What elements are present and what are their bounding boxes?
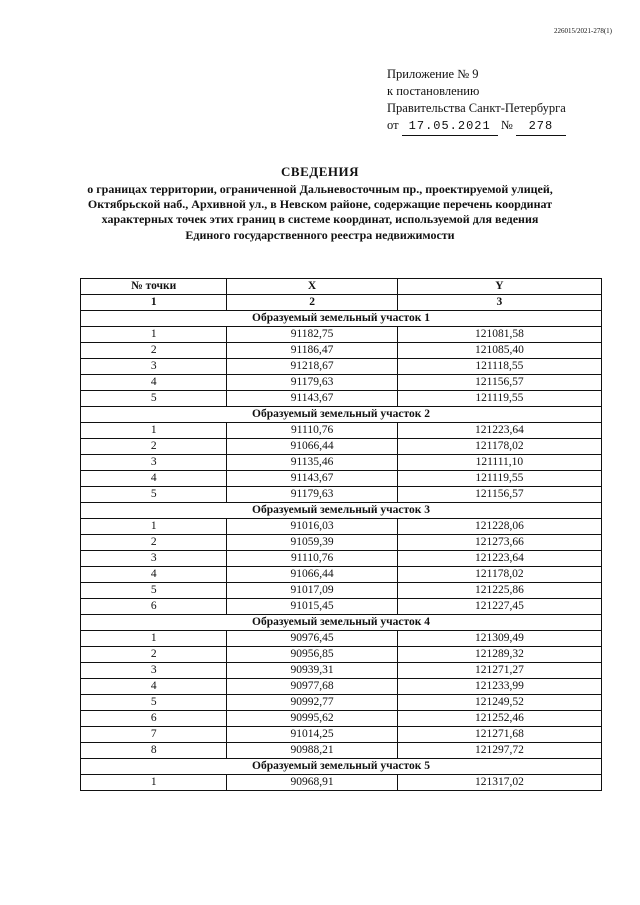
y-coordinate-cell: 121085,40	[397, 343, 601, 359]
table-row	[81, 455, 602, 471]
section-header-row	[81, 759, 602, 775]
x-coordinate-cell: 91143,67	[227, 471, 397, 487]
column-number: 1	[81, 295, 227, 311]
table-row	[81, 423, 602, 439]
table-row	[81, 695, 602, 711]
x-coordinate-cell: 90968,91	[227, 775, 397, 791]
table-row	[81, 711, 602, 727]
table-row	[81, 487, 602, 503]
header-y: Y	[397, 279, 601, 295]
from-label: от	[387, 118, 399, 132]
point-number-cell: 1	[81, 327, 227, 343]
point-number-cell: 4	[81, 567, 227, 583]
x-coordinate-cell: 91179,63	[227, 487, 397, 503]
appendix-government: Правительства Санкт-Петербурга	[387, 101, 566, 115]
y-coordinate-cell: 121227,45	[397, 599, 601, 615]
y-coordinate-cell: 121223,64	[397, 423, 601, 439]
table-body	[81, 311, 602, 791]
point-number-cell: 5	[81, 487, 227, 503]
point-number-cell: 3	[81, 663, 227, 679]
x-coordinate-cell: 91066,44	[227, 567, 397, 583]
point-number-cell: 2	[81, 439, 227, 455]
x-coordinate-cell: 90976,45	[227, 631, 397, 647]
table-row	[81, 727, 602, 743]
y-coordinate-cell: 121249,52	[397, 695, 601, 711]
table-row	[81, 567, 602, 583]
table-row	[81, 391, 602, 407]
y-coordinate-cell: 121178,02	[397, 439, 601, 455]
y-coordinate-cell: 121178,02	[397, 567, 601, 583]
section-header-row	[81, 615, 602, 631]
section-header-row	[81, 407, 602, 423]
x-coordinate-cell: 90988,21	[227, 743, 397, 759]
y-coordinate-cell: 121225,86	[397, 583, 601, 599]
y-coordinate-cell: 121156,57	[397, 375, 601, 391]
appendix-block	[387, 66, 566, 136]
point-number-cell: 1	[81, 423, 227, 439]
point-number-cell: 4	[81, 471, 227, 487]
table-row	[81, 375, 602, 391]
point-number-cell: 5	[81, 583, 227, 599]
point-number-cell: 3	[81, 359, 227, 375]
table-row	[81, 535, 602, 551]
point-number-cell: 1	[81, 519, 227, 535]
point-number-cell: 5	[81, 695, 227, 711]
y-coordinate-cell: 121223,64	[397, 551, 601, 567]
point-number-cell: 4	[81, 375, 227, 391]
table-row	[81, 439, 602, 455]
y-coordinate-cell: 121119,55	[397, 391, 601, 407]
page-title: СВЕДЕНИЯ	[281, 164, 359, 179]
x-coordinate-cell: 91110,76	[227, 551, 397, 567]
x-coordinate-cell: 91218,67	[227, 359, 397, 375]
point-number-cell: 4	[81, 679, 227, 695]
table-row	[81, 647, 602, 663]
y-coordinate-cell: 121111,10	[397, 455, 601, 471]
y-coordinate-cell: 121119,55	[397, 471, 601, 487]
resolution-date: 17.05.2021	[402, 118, 498, 136]
table-row	[81, 519, 602, 535]
x-coordinate-cell: 91017,09	[227, 583, 397, 599]
x-coordinate-cell: 90992,77	[227, 695, 397, 711]
appendix-number: Приложение № 9	[387, 67, 479, 81]
resolution-number: 278	[516, 118, 566, 136]
table-row	[81, 663, 602, 679]
section-header-row	[81, 311, 602, 327]
section-title: Образуемый земельный участок 2	[81, 407, 602, 423]
y-coordinate-cell: 121252,46	[397, 711, 601, 727]
y-coordinate-cell: 121289,32	[397, 647, 601, 663]
x-coordinate-cell: 90995,62	[227, 711, 397, 727]
point-number-cell: 1	[81, 631, 227, 647]
column-number-row	[81, 295, 602, 311]
subtitle-line: Единого государственного реестра недвижимости	[185, 227, 455, 242]
table-row	[81, 775, 602, 791]
appendix-date-line	[387, 117, 566, 136]
x-coordinate-cell: 91014,25	[227, 727, 397, 743]
point-number-cell: 2	[81, 343, 227, 359]
point-number-cell: 3	[81, 551, 227, 567]
x-coordinate-cell: 90977,68	[227, 679, 397, 695]
subtitle	[70, 182, 570, 243]
point-number-cell: 7	[81, 727, 227, 743]
table-row	[81, 679, 602, 695]
section-header-row	[81, 503, 602, 519]
y-coordinate-cell: 121317,02	[397, 775, 601, 791]
y-coordinate-cell: 121271,27	[397, 663, 601, 679]
table-row	[81, 327, 602, 343]
x-coordinate-cell: 91135,46	[227, 455, 397, 471]
x-coordinate-cell: 91059,39	[227, 535, 397, 551]
column-number: 2	[227, 295, 397, 311]
y-coordinate-cell: 121271,68	[397, 727, 601, 743]
y-coordinate-cell: 121273,66	[397, 535, 601, 551]
section-title: Образуемый земельный участок 3	[81, 503, 602, 519]
point-number-cell: 8	[81, 743, 227, 759]
x-coordinate-cell: 91182,75	[227, 327, 397, 343]
header-point-number: № точки	[81, 279, 227, 295]
table-row	[81, 359, 602, 375]
x-coordinate-cell: 91143,67	[227, 391, 397, 407]
y-coordinate-cell: 121233,99	[397, 679, 601, 695]
section-title: Образуемый земельный участок 4	[81, 615, 602, 631]
section-title: Образуемый земельный участок 5	[81, 759, 602, 775]
x-coordinate-cell: 90956,85	[227, 647, 397, 663]
table-row	[81, 343, 602, 359]
document-code: 226015/2021-278(1)	[554, 27, 612, 35]
table-row	[81, 471, 602, 487]
title-block	[70, 164, 570, 243]
y-coordinate-cell: 121297,72	[397, 743, 601, 759]
appendix-resolution: к постановлению	[387, 84, 480, 98]
subtitle-line: Октябрьской наб., Архивной ул., в Невском районе, содержащие перечень координат	[87, 197, 553, 212]
x-coordinate-cell: 91016,03	[227, 519, 397, 535]
number-label: №	[500, 118, 513, 132]
x-coordinate-cell: 90939,31	[227, 663, 397, 679]
point-number-cell: 1	[81, 775, 227, 791]
table-row	[81, 599, 602, 615]
table-row	[81, 631, 602, 647]
table-row	[81, 583, 602, 599]
point-number-cell: 6	[81, 599, 227, 615]
x-coordinate-cell: 91179,63	[227, 375, 397, 391]
point-number-cell: 5	[81, 391, 227, 407]
y-coordinate-cell: 121118,55	[397, 359, 601, 375]
section-title: Образуемый земельный участок 1	[81, 311, 602, 327]
header-x: X	[227, 279, 397, 295]
point-number-cell: 3	[81, 455, 227, 471]
y-coordinate-cell: 121228,06	[397, 519, 601, 535]
column-number: 3	[397, 295, 601, 311]
point-number-cell: 2	[81, 647, 227, 663]
point-number-cell: 6	[81, 711, 227, 727]
x-coordinate-cell: 91066,44	[227, 439, 397, 455]
table-row	[81, 743, 602, 759]
x-coordinate-cell: 91015,45	[227, 599, 397, 615]
y-coordinate-cell: 121081,58	[397, 327, 601, 343]
table-header-row	[81, 279, 602, 295]
y-coordinate-cell: 121309,49	[397, 631, 601, 647]
coordinates-table	[80, 278, 602, 791]
subtitle-line: характерных точек этих границ в системе координат, используемой для ведения	[101, 212, 539, 227]
point-number-cell: 2	[81, 535, 227, 551]
y-coordinate-cell: 121156,57	[397, 487, 601, 503]
x-coordinate-cell: 91110,76	[227, 423, 397, 439]
x-coordinate-cell: 91186,47	[227, 343, 397, 359]
table-row	[81, 551, 602, 567]
subtitle-line: о границах территории, ограниченной Дальневосточным пр., проектируемой улицей,	[87, 182, 553, 196]
